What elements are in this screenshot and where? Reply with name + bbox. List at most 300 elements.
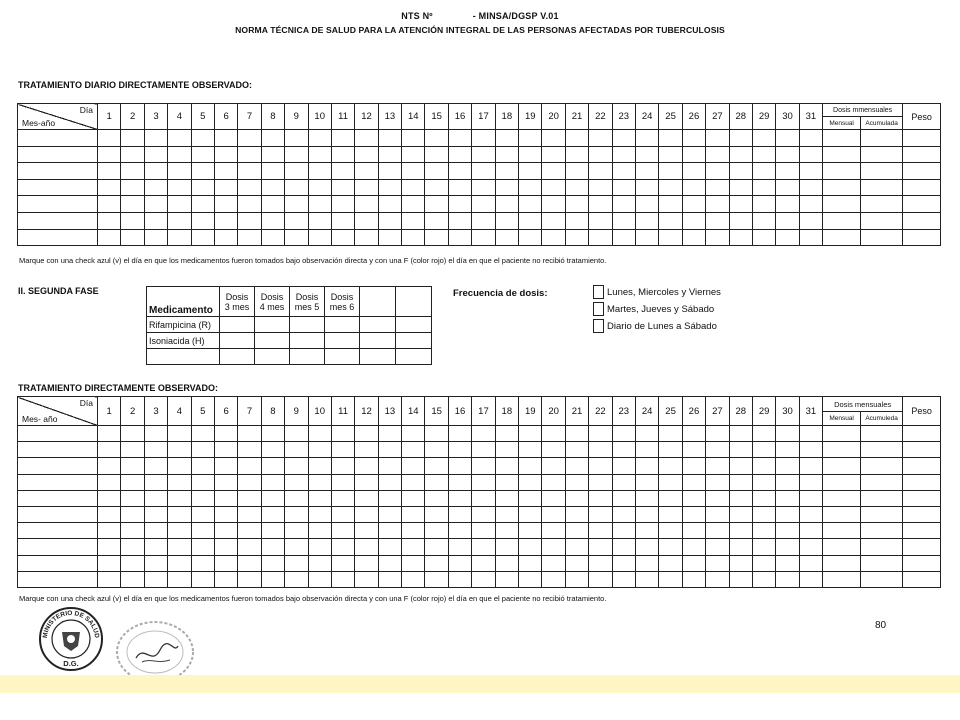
weight-cell[interactable]	[903, 458, 941, 474]
day-cell[interactable]	[659, 539, 682, 555]
day-cell[interactable]	[144, 229, 167, 246]
day-cell[interactable]	[729, 539, 752, 555]
day-cell[interactable]	[168, 571, 191, 587]
day-cell[interactable]	[402, 555, 425, 571]
day-cell[interactable]	[752, 212, 775, 229]
day-cell[interactable]	[495, 212, 518, 229]
day-cell[interactable]	[659, 442, 682, 458]
dose-total-cell[interactable]	[823, 163, 861, 180]
day-cell[interactable]	[682, 130, 705, 147]
day-cell[interactable]	[635, 571, 658, 587]
day-cell[interactable]	[402, 490, 425, 506]
day-cell[interactable]	[448, 539, 471, 555]
dose-total-cell[interactable]	[823, 196, 861, 213]
day-cell[interactable]	[261, 130, 284, 147]
day-cell[interactable]	[402, 179, 425, 196]
day-cell[interactable]	[308, 196, 331, 213]
day-cell[interactable]	[214, 442, 237, 458]
day-cell[interactable]	[261, 426, 284, 442]
day-cell[interactable]	[612, 555, 635, 571]
day-cell[interactable]	[612, 130, 635, 147]
day-cell[interactable]	[402, 506, 425, 522]
day-cell[interactable]	[565, 474, 588, 490]
day-cell[interactable]	[285, 146, 308, 163]
day-cell[interactable]	[635, 426, 658, 442]
day-cell[interactable]	[565, 146, 588, 163]
frequency-checkbox-2[interactable]	[593, 302, 604, 316]
day-cell[interactable]	[682, 506, 705, 522]
day-cell[interactable]	[121, 196, 144, 213]
dose-total-cell[interactable]	[861, 571, 903, 587]
day-cell[interactable]	[168, 426, 191, 442]
day-cell[interactable]	[472, 555, 495, 571]
frequency-checkbox-3[interactable]	[593, 319, 604, 333]
day-cell[interactable]	[168, 442, 191, 458]
day-cell[interactable]	[495, 555, 518, 571]
day-cell[interactable]	[799, 130, 822, 147]
day-cell[interactable]	[308, 490, 331, 506]
day-cell[interactable]	[659, 426, 682, 442]
day-cell[interactable]	[635, 555, 658, 571]
day-cell[interactable]	[519, 179, 542, 196]
day-cell[interactable]	[238, 426, 261, 442]
day-cell[interactable]	[238, 130, 261, 147]
day-cell[interactable]	[776, 458, 799, 474]
day-cell[interactable]	[98, 229, 121, 246]
day-cell[interactable]	[238, 523, 261, 539]
weight-cell[interactable]	[903, 212, 941, 229]
day-cell[interactable]	[519, 229, 542, 246]
day-cell[interactable]	[542, 229, 565, 246]
dose-total-cell[interactable]	[861, 229, 903, 246]
day-cell[interactable]	[331, 163, 354, 180]
day-cell[interactable]	[448, 523, 471, 539]
dose-total-cell[interactable]	[823, 490, 861, 506]
day-cell[interactable]	[191, 130, 214, 147]
dose-total-cell[interactable]	[823, 179, 861, 196]
day-cell[interactable]	[285, 458, 308, 474]
day-cell[interactable]	[542, 506, 565, 522]
day-cell[interactable]	[285, 130, 308, 147]
day-cell[interactable]	[589, 506, 612, 522]
day-cell[interactable]	[331, 506, 354, 522]
frequency-checkbox-1[interactable]	[593, 285, 604, 299]
day-cell[interactable]	[776, 212, 799, 229]
day-cell[interactable]	[98, 196, 121, 213]
day-cell[interactable]	[98, 442, 121, 458]
dose-total-cell[interactable]	[823, 442, 861, 458]
weight-cell[interactable]	[903, 146, 941, 163]
day-cell[interactable]	[308, 571, 331, 587]
day-cell[interactable]	[261, 212, 284, 229]
dose-total-cell[interactable]	[823, 571, 861, 587]
day-cell[interactable]	[542, 523, 565, 539]
day-cell[interactable]	[355, 179, 378, 196]
day-cell[interactable]	[448, 229, 471, 246]
day-cell[interactable]	[308, 229, 331, 246]
day-cell[interactable]	[659, 229, 682, 246]
day-cell[interactable]	[589, 571, 612, 587]
day-cell[interactable]	[635, 196, 658, 213]
day-cell[interactable]	[121, 212, 144, 229]
dose-cell[interactable]	[255, 333, 290, 349]
day-cell[interactable]	[752, 130, 775, 147]
day-cell[interactable]	[706, 163, 729, 180]
day-cell[interactable]	[472, 146, 495, 163]
day-cell[interactable]	[425, 523, 448, 539]
month-year-cell[interactable]	[18, 490, 98, 506]
dose-cell[interactable]	[290, 317, 325, 333]
day-cell[interactable]	[378, 490, 401, 506]
day-cell[interactable]	[472, 506, 495, 522]
day-cell[interactable]	[285, 426, 308, 442]
day-cell[interactable]	[706, 458, 729, 474]
day-cell[interactable]	[98, 571, 121, 587]
day-cell[interactable]	[542, 458, 565, 474]
day-cell[interactable]	[261, 196, 284, 213]
day-cell[interactable]	[612, 490, 635, 506]
day-cell[interactable]	[425, 212, 448, 229]
day-cell[interactable]	[776, 130, 799, 147]
day-cell[interactable]	[659, 130, 682, 147]
day-cell[interactable]	[425, 490, 448, 506]
day-cell[interactable]	[706, 474, 729, 490]
day-cell[interactable]	[682, 458, 705, 474]
day-cell[interactable]	[659, 179, 682, 196]
day-cell[interactable]	[378, 163, 401, 180]
day-cell[interactable]	[519, 523, 542, 539]
day-cell[interactable]	[285, 474, 308, 490]
dose-total-cell[interactable]	[861, 146, 903, 163]
day-cell[interactable]	[729, 474, 752, 490]
day-cell[interactable]	[752, 196, 775, 213]
day-cell[interactable]	[121, 506, 144, 522]
day-cell[interactable]	[799, 506, 822, 522]
day-cell[interactable]	[425, 474, 448, 490]
day-cell[interactable]	[214, 196, 237, 213]
day-cell[interactable]	[168, 474, 191, 490]
day-cell[interactable]	[98, 458, 121, 474]
day-cell[interactable]	[168, 539, 191, 555]
day-cell[interactable]	[425, 229, 448, 246]
month-year-cell[interactable]	[18, 555, 98, 571]
day-cell[interactable]	[635, 442, 658, 458]
day-cell[interactable]	[495, 490, 518, 506]
day-cell[interactable]	[519, 458, 542, 474]
day-cell[interactable]	[238, 229, 261, 246]
day-cell[interactable]	[542, 442, 565, 458]
day-cell[interactable]	[378, 442, 401, 458]
dose-cell[interactable]	[290, 349, 325, 365]
day-cell[interactable]	[589, 196, 612, 213]
day-cell[interactable]	[238, 506, 261, 522]
day-cell[interactable]	[659, 163, 682, 180]
day-cell[interactable]	[448, 442, 471, 458]
day-cell[interactable]	[565, 506, 588, 522]
day-cell[interactable]	[565, 130, 588, 147]
day-cell[interactable]	[261, 523, 284, 539]
day-cell[interactable]	[729, 571, 752, 587]
weight-cell[interactable]	[903, 229, 941, 246]
day-cell[interactable]	[635, 212, 658, 229]
day-cell[interactable]	[214, 458, 237, 474]
day-cell[interactable]	[752, 426, 775, 442]
day-cell[interactable]	[519, 490, 542, 506]
day-cell[interactable]	[542, 196, 565, 213]
dose-cell[interactable]	[220, 349, 255, 365]
day-cell[interactable]	[799, 163, 822, 180]
day-cell[interactable]	[799, 426, 822, 442]
day-cell[interactable]	[752, 442, 775, 458]
day-cell[interactable]	[144, 146, 167, 163]
day-cell[interactable]	[776, 146, 799, 163]
day-cell[interactable]	[635, 163, 658, 180]
day-cell[interactable]	[682, 490, 705, 506]
day-cell[interactable]	[308, 163, 331, 180]
weight-cell[interactable]	[903, 442, 941, 458]
day-cell[interactable]	[331, 555, 354, 571]
dose-total-cell[interactable]	[861, 474, 903, 490]
day-cell[interactable]	[261, 506, 284, 522]
day-cell[interactable]	[308, 212, 331, 229]
day-cell[interactable]	[495, 196, 518, 213]
day-cell[interactable]	[191, 196, 214, 213]
day-cell[interactable]	[799, 442, 822, 458]
day-cell[interactable]	[308, 506, 331, 522]
day-cell[interactable]	[331, 571, 354, 587]
day-cell[interactable]	[776, 229, 799, 246]
day-cell[interactable]	[635, 130, 658, 147]
day-cell[interactable]	[565, 555, 588, 571]
dose-cell[interactable]	[325, 317, 360, 333]
weight-cell[interactable]	[903, 196, 941, 213]
day-cell[interactable]	[495, 506, 518, 522]
day-cell[interactable]	[214, 212, 237, 229]
day-cell[interactable]	[565, 458, 588, 474]
day-cell[interactable]	[448, 130, 471, 147]
day-cell[interactable]	[168, 229, 191, 246]
day-cell[interactable]	[729, 179, 752, 196]
day-cell[interactable]	[285, 229, 308, 246]
day-cell[interactable]	[402, 539, 425, 555]
day-cell[interactable]	[378, 179, 401, 196]
day-cell[interactable]	[121, 523, 144, 539]
day-cell[interactable]	[168, 212, 191, 229]
day-cell[interactable]	[799, 212, 822, 229]
day-cell[interactable]	[565, 442, 588, 458]
month-year-cell[interactable]	[18, 130, 98, 147]
dose-cell[interactable]	[396, 349, 432, 365]
month-year-cell[interactable]	[18, 212, 98, 229]
day-cell[interactable]	[706, 196, 729, 213]
day-cell[interactable]	[729, 523, 752, 539]
day-cell[interactable]	[565, 426, 588, 442]
day-cell[interactable]	[682, 146, 705, 163]
day-cell[interactable]	[729, 426, 752, 442]
day-cell[interactable]	[402, 571, 425, 587]
day-cell[interactable]	[589, 229, 612, 246]
day-cell[interactable]	[589, 163, 612, 180]
day-cell[interactable]	[659, 571, 682, 587]
day-cell[interactable]	[308, 426, 331, 442]
day-cell[interactable]	[238, 490, 261, 506]
day-cell[interactable]	[238, 196, 261, 213]
day-cell[interactable]	[285, 490, 308, 506]
day-cell[interactable]	[682, 571, 705, 587]
day-cell[interactable]	[425, 426, 448, 442]
day-cell[interactable]	[378, 146, 401, 163]
day-cell[interactable]	[495, 458, 518, 474]
day-cell[interactable]	[285, 163, 308, 180]
day-cell[interactable]	[261, 163, 284, 180]
day-cell[interactable]	[799, 179, 822, 196]
day-cell[interactable]	[472, 179, 495, 196]
day-cell[interactable]	[425, 179, 448, 196]
day-cell[interactable]	[752, 474, 775, 490]
day-cell[interactable]	[682, 229, 705, 246]
dose-total-cell[interactable]	[823, 426, 861, 442]
day-cell[interactable]	[776, 539, 799, 555]
day-cell[interactable]	[706, 426, 729, 442]
day-cell[interactable]	[285, 179, 308, 196]
day-cell[interactable]	[519, 474, 542, 490]
day-cell[interactable]	[378, 229, 401, 246]
day-cell[interactable]	[635, 146, 658, 163]
day-cell[interactable]	[542, 474, 565, 490]
day-cell[interactable]	[659, 146, 682, 163]
day-cell[interactable]	[589, 426, 612, 442]
day-cell[interactable]	[682, 523, 705, 539]
day-cell[interactable]	[98, 426, 121, 442]
day-cell[interactable]	[331, 442, 354, 458]
weight-cell[interactable]	[903, 474, 941, 490]
day-cell[interactable]	[589, 490, 612, 506]
day-cell[interactable]	[355, 130, 378, 147]
day-cell[interactable]	[355, 229, 378, 246]
day-cell[interactable]	[799, 474, 822, 490]
day-cell[interactable]	[355, 490, 378, 506]
day-cell[interactable]	[285, 212, 308, 229]
day-cell[interactable]	[519, 539, 542, 555]
day-cell[interactable]	[378, 212, 401, 229]
day-cell[interactable]	[799, 196, 822, 213]
day-cell[interactable]	[355, 571, 378, 587]
day-cell[interactable]	[635, 179, 658, 196]
day-cell[interactable]	[659, 523, 682, 539]
day-cell[interactable]	[261, 442, 284, 458]
day-cell[interactable]	[168, 130, 191, 147]
day-cell[interactable]	[121, 571, 144, 587]
day-cell[interactable]	[495, 474, 518, 490]
dose-cell[interactable]	[360, 317, 396, 333]
day-cell[interactable]	[191, 146, 214, 163]
day-cell[interactable]	[331, 146, 354, 163]
month-year-cell[interactable]	[18, 163, 98, 180]
day-cell[interactable]	[542, 490, 565, 506]
day-cell[interactable]	[191, 555, 214, 571]
day-cell[interactable]	[238, 212, 261, 229]
day-cell[interactable]	[635, 458, 658, 474]
month-year-cell[interactable]	[18, 179, 98, 196]
day-cell[interactable]	[448, 212, 471, 229]
day-cell[interactable]	[682, 179, 705, 196]
day-cell[interactable]	[355, 506, 378, 522]
day-cell[interactable]	[331, 179, 354, 196]
day-cell[interactable]	[612, 229, 635, 246]
day-cell[interactable]	[261, 146, 284, 163]
day-cell[interactable]	[98, 474, 121, 490]
day-cell[interactable]	[729, 555, 752, 571]
dose-total-cell[interactable]	[861, 523, 903, 539]
day-cell[interactable]	[144, 506, 167, 522]
day-cell[interactable]	[542, 146, 565, 163]
day-cell[interactable]	[729, 506, 752, 522]
day-cell[interactable]	[448, 474, 471, 490]
day-cell[interactable]	[144, 212, 167, 229]
day-cell[interactable]	[402, 130, 425, 147]
day-cell[interactable]	[144, 426, 167, 442]
day-cell[interactable]	[191, 163, 214, 180]
day-cell[interactable]	[752, 571, 775, 587]
day-cell[interactable]	[495, 539, 518, 555]
day-cell[interactable]	[378, 506, 401, 522]
day-cell[interactable]	[799, 458, 822, 474]
day-cell[interactable]	[214, 426, 237, 442]
day-cell[interactable]	[285, 571, 308, 587]
day-cell[interactable]	[331, 474, 354, 490]
day-cell[interactable]	[729, 130, 752, 147]
day-cell[interactable]	[448, 555, 471, 571]
day-cell[interactable]	[448, 146, 471, 163]
day-cell[interactable]	[98, 163, 121, 180]
month-year-cell[interactable]	[18, 442, 98, 458]
day-cell[interactable]	[331, 490, 354, 506]
day-cell[interactable]	[378, 571, 401, 587]
day-cell[interactable]	[729, 229, 752, 246]
dose-total-cell[interactable]	[861, 506, 903, 522]
day-cell[interactable]	[191, 571, 214, 587]
day-cell[interactable]	[448, 506, 471, 522]
day-cell[interactable]	[238, 442, 261, 458]
day-cell[interactable]	[495, 571, 518, 587]
day-cell[interactable]	[238, 163, 261, 180]
day-cell[interactable]	[635, 229, 658, 246]
dose-cell[interactable]	[255, 317, 290, 333]
day-cell[interactable]	[635, 539, 658, 555]
day-cell[interactable]	[589, 179, 612, 196]
day-cell[interactable]	[261, 474, 284, 490]
day-cell[interactable]	[635, 523, 658, 539]
day-cell[interactable]	[706, 571, 729, 587]
day-cell[interactable]	[495, 163, 518, 180]
day-cell[interactable]	[144, 442, 167, 458]
dose-total-cell[interactable]	[823, 229, 861, 246]
day-cell[interactable]	[98, 506, 121, 522]
day-cell[interactable]	[729, 490, 752, 506]
month-year-cell[interactable]	[18, 458, 98, 474]
dose-total-cell[interactable]	[861, 490, 903, 506]
day-cell[interactable]	[542, 571, 565, 587]
day-cell[interactable]	[729, 212, 752, 229]
day-cell[interactable]	[98, 179, 121, 196]
day-cell[interactable]	[635, 506, 658, 522]
day-cell[interactable]	[168, 555, 191, 571]
weight-cell[interactable]	[903, 571, 941, 587]
day-cell[interactable]	[355, 212, 378, 229]
day-cell[interactable]	[659, 212, 682, 229]
month-year-cell[interactable]	[18, 426, 98, 442]
day-cell[interactable]	[402, 474, 425, 490]
